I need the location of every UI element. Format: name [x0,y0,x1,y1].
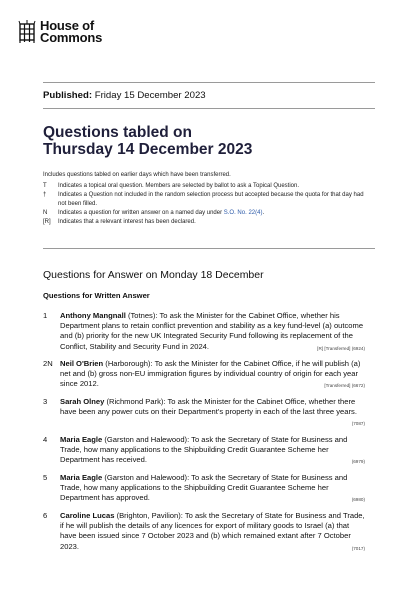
key-symbol: T [43,183,47,189]
portcullis-icon [18,20,36,44]
top-divider [43,82,375,83]
question-number: 5 [43,473,48,482]
question-text: To ask the Secretary of State for Business and Trade, how many applications to the Shipbuilding Credit Guarantee Scheme her Department has approved. [60,473,348,503]
question-tag: [R] [Transferred] (6924) [317,345,365,351]
key-symbol: [R] [43,219,51,225]
question-item [43,511,365,554]
constituency: (Richmond Park): [106,397,166,406]
member-name: Maria Eagle [60,435,103,444]
question-tag: (6980) [351,497,365,503]
question-number: 3 [43,397,48,406]
member-name: Maria Eagle [60,473,103,482]
key-row [43,191,373,209]
constituency: (Garston and Halewood): [104,473,190,482]
question-text: To ask the Secretary of State for Business and Trade, how many applications to the Shipbuilding Credit Guarantee Scheme her Department has received. [60,435,348,465]
question-number: 2N [43,359,53,368]
question-tag: [Transferred] (6672) [324,383,365,389]
page-title-line2: Thursday 14 December 2023 [43,141,253,158]
question-number: 6 [43,511,48,520]
question-text: To ask the Secretary of State for Business and Trade, if he will publish the details of any licences for export of military goods to Israel (a) that have been issued since 7 October 2023 and (b) which remained extant after 7 October 2023. [60,511,365,551]
key-row [43,182,373,191]
question-tag: (7017) [351,545,365,551]
published-line [43,90,206,101]
question-body [60,473,365,504]
question-item [43,473,365,506]
question-tag: (7087) [351,421,365,427]
question-tag: (6979) [351,459,365,465]
question-item [43,359,365,392]
published-divider [43,108,375,109]
intro-text: Includes questions tabled on earlier days which have been transferred. [43,172,231,178]
page-title [43,124,252,158]
constituency: (Harborough): [105,359,153,368]
constituency: (Garston and Halewood): [104,435,190,444]
question-text: To ask the Minister for the Cabinet Office, if he will publish (a) net and (b) gross non-EU immigration figures by individual country of origin for each year since 2012. [60,359,361,389]
logo-wordmark [40,20,102,44]
question-body [60,435,365,466]
member-name: Sarah Olney [60,397,105,406]
logo-line2: Commons [40,30,103,45]
member-name: Anthony Mangnall [60,311,126,320]
question-text: To ask the Minister for the Cabinet Office, whether there have been any power cuts on their Department's property in each of the last three years. [60,397,357,417]
question-body [60,397,365,427]
member-name: Neil O'Brien [60,359,104,368]
subsection-title: Questions for Written Answer [43,291,150,300]
key-text: Indicates a topical oral question. Members are selected by ballot to ask a Topical Question. [58,183,300,189]
question-item [43,435,365,468]
constituency: (Brighton, Pavilion): [116,511,183,520]
section-title: Questions for Answer on Monday 18 December [43,269,264,281]
key-divider [43,248,375,249]
constituency: (Totnes): [127,311,158,320]
key-row [43,218,373,227]
key-symbol: † [43,192,47,198]
question-number: 4 [43,435,48,444]
key-row [43,209,373,218]
house-of-commons-logo [18,20,102,44]
key-text: Indicates a Question not included in the random selection process but accepted because the quota for that day had not been filled. [58,192,364,207]
published-label: Published: [43,90,93,101]
standing-order-link[interactable]: S.O. No. 22(4) [223,210,263,216]
logo-line1: House of [40,18,95,33]
question-body [60,311,365,352]
question-item [43,397,365,430]
published-date: Friday 15 December 2023 [94,90,206,101]
key-text-main: Indicates a question for written answer on a named day under [58,210,224,216]
key-text: Indicates that a relevant interest has been declared. [58,219,196,225]
symbol-key [43,182,373,227]
question-body [60,511,365,552]
key-symbol: N [43,210,48,216]
key-text-after: . [262,210,265,216]
page-title-line1: Questions tabled on [43,124,192,141]
question-text: To ask the Minister for the Cabinet Office, whether his Department plans to retain conflict prevention and stability as a key fund-level (a) outcome and (b) priority for the new UK Integrated Security Fund following its replacement of the Conflict, Stability and Security Fund in 2024. [60,311,364,351]
question-body [60,359,365,390]
question-number: 1 [43,311,48,320]
key-text [58,209,373,218]
member-name: Caroline Lucas [60,511,115,520]
question-item [43,311,365,354]
